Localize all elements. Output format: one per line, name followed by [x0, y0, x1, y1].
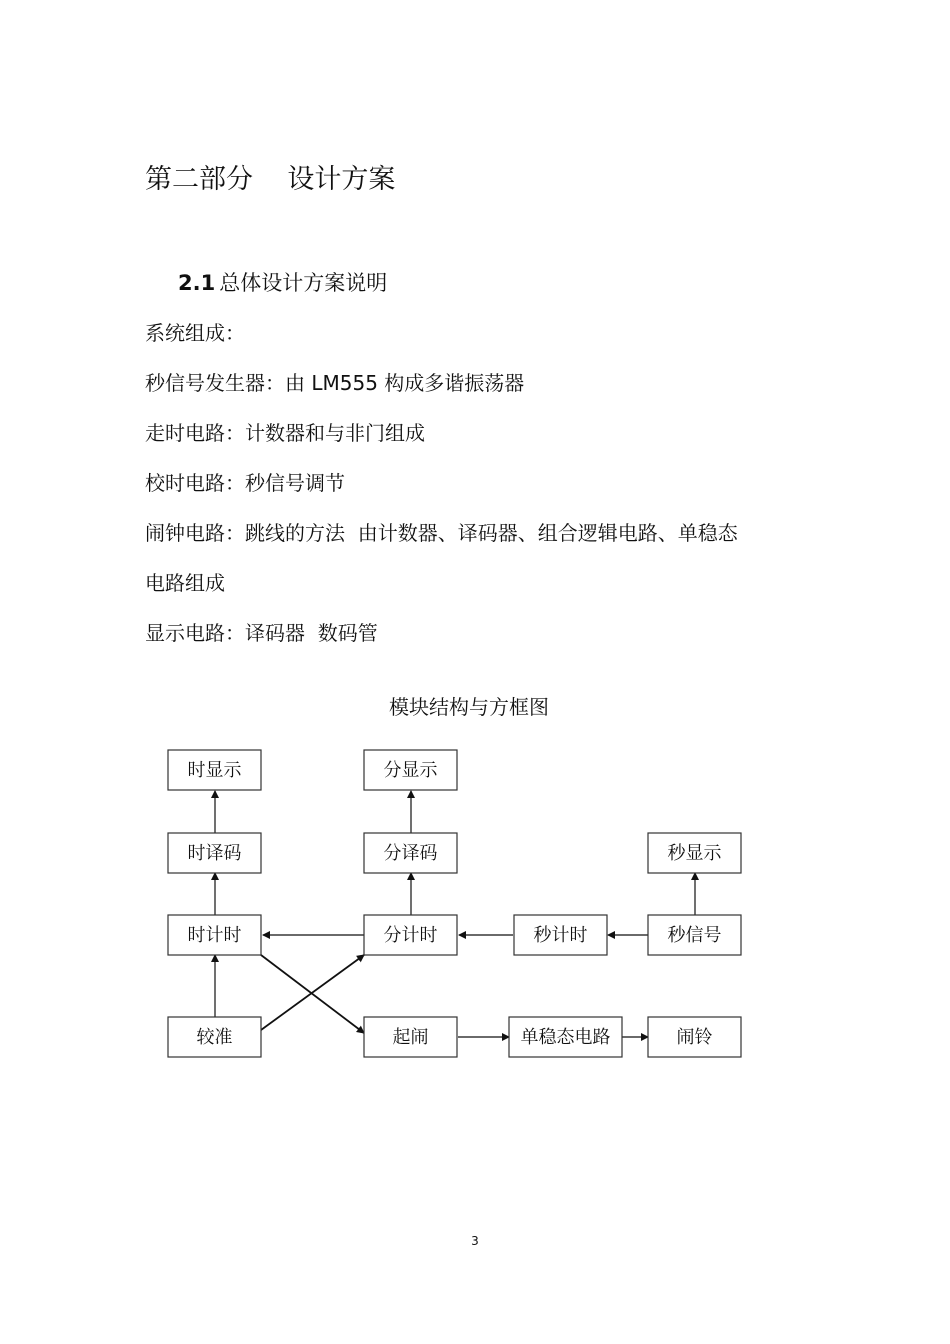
- block-minute-counter-label: 分计时: [383, 925, 438, 946]
- block-minute-decoder: [364, 833, 457, 873]
- diagram-connectors: [215, 791, 695, 1037]
- paragraph-display-circuit: 显示电路：译码器 数码管: [145, 621, 378, 645]
- block-second-signal-label: 秒信号: [667, 925, 722, 946]
- block-hour-counter-label: 时计时: [187, 925, 242, 946]
- paragraph-second-signal-generator: 秒信号发生器：由 LM555 构成多谐振荡器: [145, 371, 525, 395]
- block-second-display: [648, 833, 741, 873]
- block-monostable-circuit: [509, 1017, 622, 1057]
- section-title: 总体设计方案说明: [219, 271, 388, 295]
- block-monostable-circuit-label: 单稳态电路: [520, 1027, 611, 1048]
- block-alarm-bell-label: 闹铃: [676, 1027, 713, 1048]
- block-hour-display-label: 时显示: [187, 760, 242, 781]
- block-minute-display-label: 分显示: [383, 760, 438, 781]
- block-minute-display: [364, 750, 457, 790]
- paragraph-timekeeping-circuit: 走时电路：计数器和与非门组成: [145, 421, 425, 445]
- block-calibration: [168, 1017, 261, 1057]
- block-second-counter-label: 秒计时: [533, 925, 588, 946]
- section-number: 2.1: [178, 271, 216, 295]
- figure-caption: 模块结构与方框图: [389, 695, 549, 719]
- block-hour-decoder: [168, 833, 261, 873]
- page-title: 第二部分 设计方案: [145, 164, 396, 195]
- block-minute-counter: [364, 915, 457, 955]
- block-calibration-label: 较准: [196, 1027, 233, 1048]
- paragraph-alarm-circuit-cont: 电路组成: [145, 571, 225, 595]
- block-second-display-label: 秒显示: [667, 843, 722, 864]
- page-number: 3: [471, 1234, 479, 1248]
- block-hour-decoder-label: 时译码: [187, 843, 242, 864]
- block-alarm-start-label: 起闹: [392, 1027, 429, 1048]
- paragraph-time-calibration-circuit: 校时电路：秒信号调节: [145, 471, 345, 495]
- block-minute-decoder-label: 分译码: [383, 843, 438, 864]
- block-hour-display: [168, 750, 261, 790]
- block-second-signal: [648, 915, 741, 955]
- block-alarm-start: [364, 1017, 457, 1057]
- paragraph-system-composition: 系统组成：: [145, 321, 245, 345]
- block-second-counter: [514, 915, 607, 955]
- paragraph-alarm-circuit: 闹钟电路：跳线的方法 由计数器、译码器、组合逻辑电路、单稳态: [145, 521, 738, 545]
- block-alarm-bell: [648, 1017, 741, 1057]
- block-hour-counter: [168, 915, 261, 955]
